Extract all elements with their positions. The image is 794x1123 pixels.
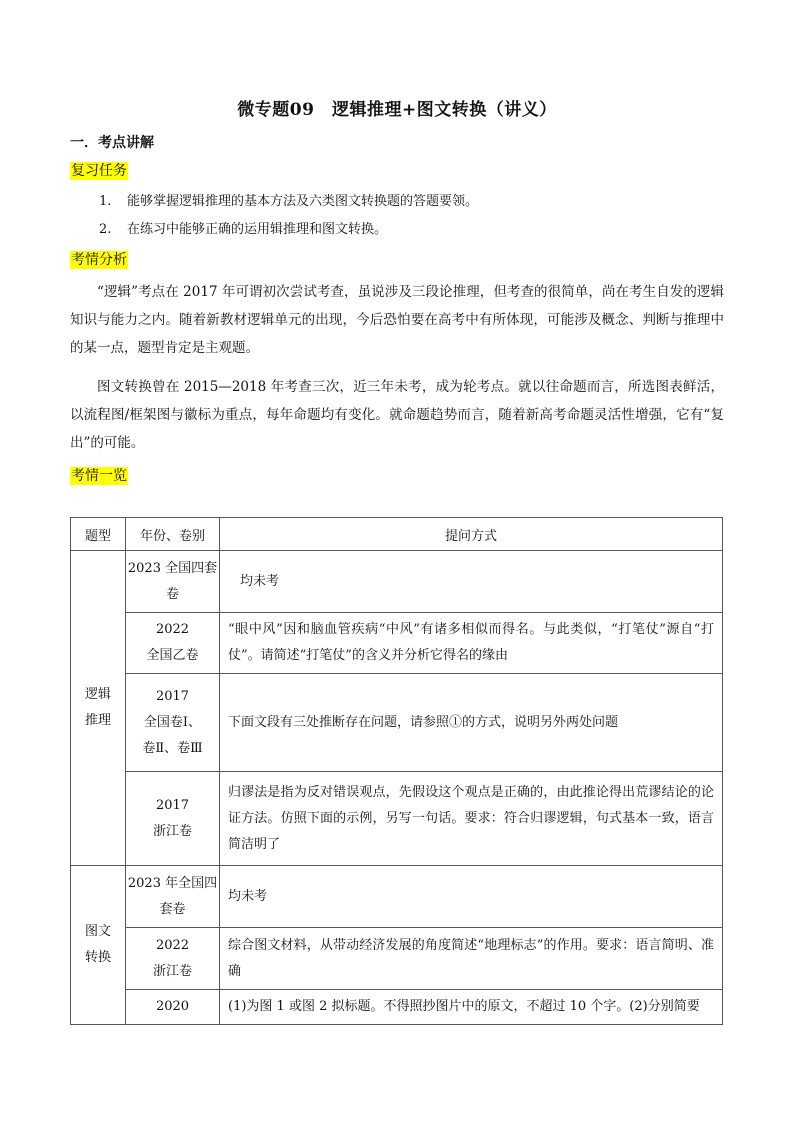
highlight-tag-overview: 考情一览 (71, 468, 127, 484)
table-row (71, 866, 723, 928)
list-item (99, 188, 478, 216)
year-cell: 2017 浙江卷 (126, 772, 220, 866)
table-row (71, 772, 723, 866)
table-row (71, 551, 723, 613)
paragraph-logic: “逻辑”考点在 2017 年可谓初次尝试考查，虽说涉及三段论推理，但考查的很简单，尚在考生自发的逻辑知识与能力之内。随着新教材逻辑单元的出现，今后恐怕要在高考中有所体现，可能涉及概念、判断与推理中的某一点，题型肯定是主观题。 (70, 284, 724, 356)
page-title: 微专题09 逻辑推理+图文转换（讲义） (237, 100, 557, 120)
type-cell-logic: 逻辑 推理 (71, 551, 126, 866)
year-cell: 2022 浙江卷 (126, 928, 220, 990)
list-item (99, 216, 478, 244)
highlight-tag-review: 复习任务 (71, 163, 127, 179)
question-cell: 均未考 (220, 866, 723, 928)
year-cell: 2022 全国乙卷 (126, 613, 220, 674)
table-row (71, 613, 723, 674)
question-cell: 下面文段有三处推断存在问题，请参照①的方式，说明另外两处问题 (220, 674, 723, 772)
table-row (71, 674, 723, 772)
question-cell: 均未考 (220, 551, 723, 613)
header-year: 年份、卷别 (126, 518, 220, 551)
year-cell: 2023 全国四套 卷 (126, 551, 220, 613)
year-cell: 2017 全国卷Ⅰ、 卷Ⅱ、卷Ⅲ (126, 674, 220, 772)
section-heading: 一．考点讲解 (70, 135, 154, 151)
highlight-tag-analysis: 考情分析 (71, 252, 127, 268)
table-row (71, 990, 723, 1025)
type-cell-chart: 图文 转换 (71, 866, 126, 1025)
list-number: 1. (99, 194, 112, 209)
paragraph-chart: 图文转换曾在 2015—2018 年考查三次，近三年未考，成为轮考点。就以往命题而言，所选图表鲜活，以流程图/框架图与徽标为重点，每年命题均有变化。就命题趋势而言，随着新高考命题灵活性增强，它有“复出”的可能。 (70, 379, 724, 451)
header-question: 提问方式 (220, 518, 723, 551)
list-text: 在练习中能够正确的运用辑推理和图文转换。 (127, 222, 388, 237)
question-cell: (1)为图 1 或图 2 拟标题。不得照抄图片中的原文，不超过 10 个字。(2)分别简要 (220, 990, 723, 1025)
year-cell: 2023 年全国四 套卷 (126, 866, 220, 928)
table-header-row (71, 518, 723, 551)
table-row (71, 928, 723, 990)
task-list (99, 188, 478, 244)
exam-table (70, 517, 723, 1025)
year-cell: 2020 (126, 990, 220, 1025)
list-text: 能够掌握逻辑推理的基本方法及六类图文转换题的答题要领。 (127, 194, 479, 209)
question-cell: “眼中风”因和脑血管疾病“中风”有诸多相似而得名。与此类似，“打笔仗”源自“打仗”。请简述“打笔仗”的含义并分析它得名的缘由 (220, 613, 723, 674)
question-cell: 归谬法是指为反对错误观点，先假设这个观点是正确的，由此推论得出荒谬结论的论证方法。仿照下面的示例，另写一句话。要求：符合归谬逻辑，句式基本一致，语言简洁明了 (220, 772, 723, 866)
list-number: 2. (99, 222, 112, 237)
header-type: 题型 (71, 518, 126, 551)
question-cell: 综合图文材料，从带动经济发展的角度简述“地理标志”的作用。要求：语言简明、准确 (220, 928, 723, 990)
